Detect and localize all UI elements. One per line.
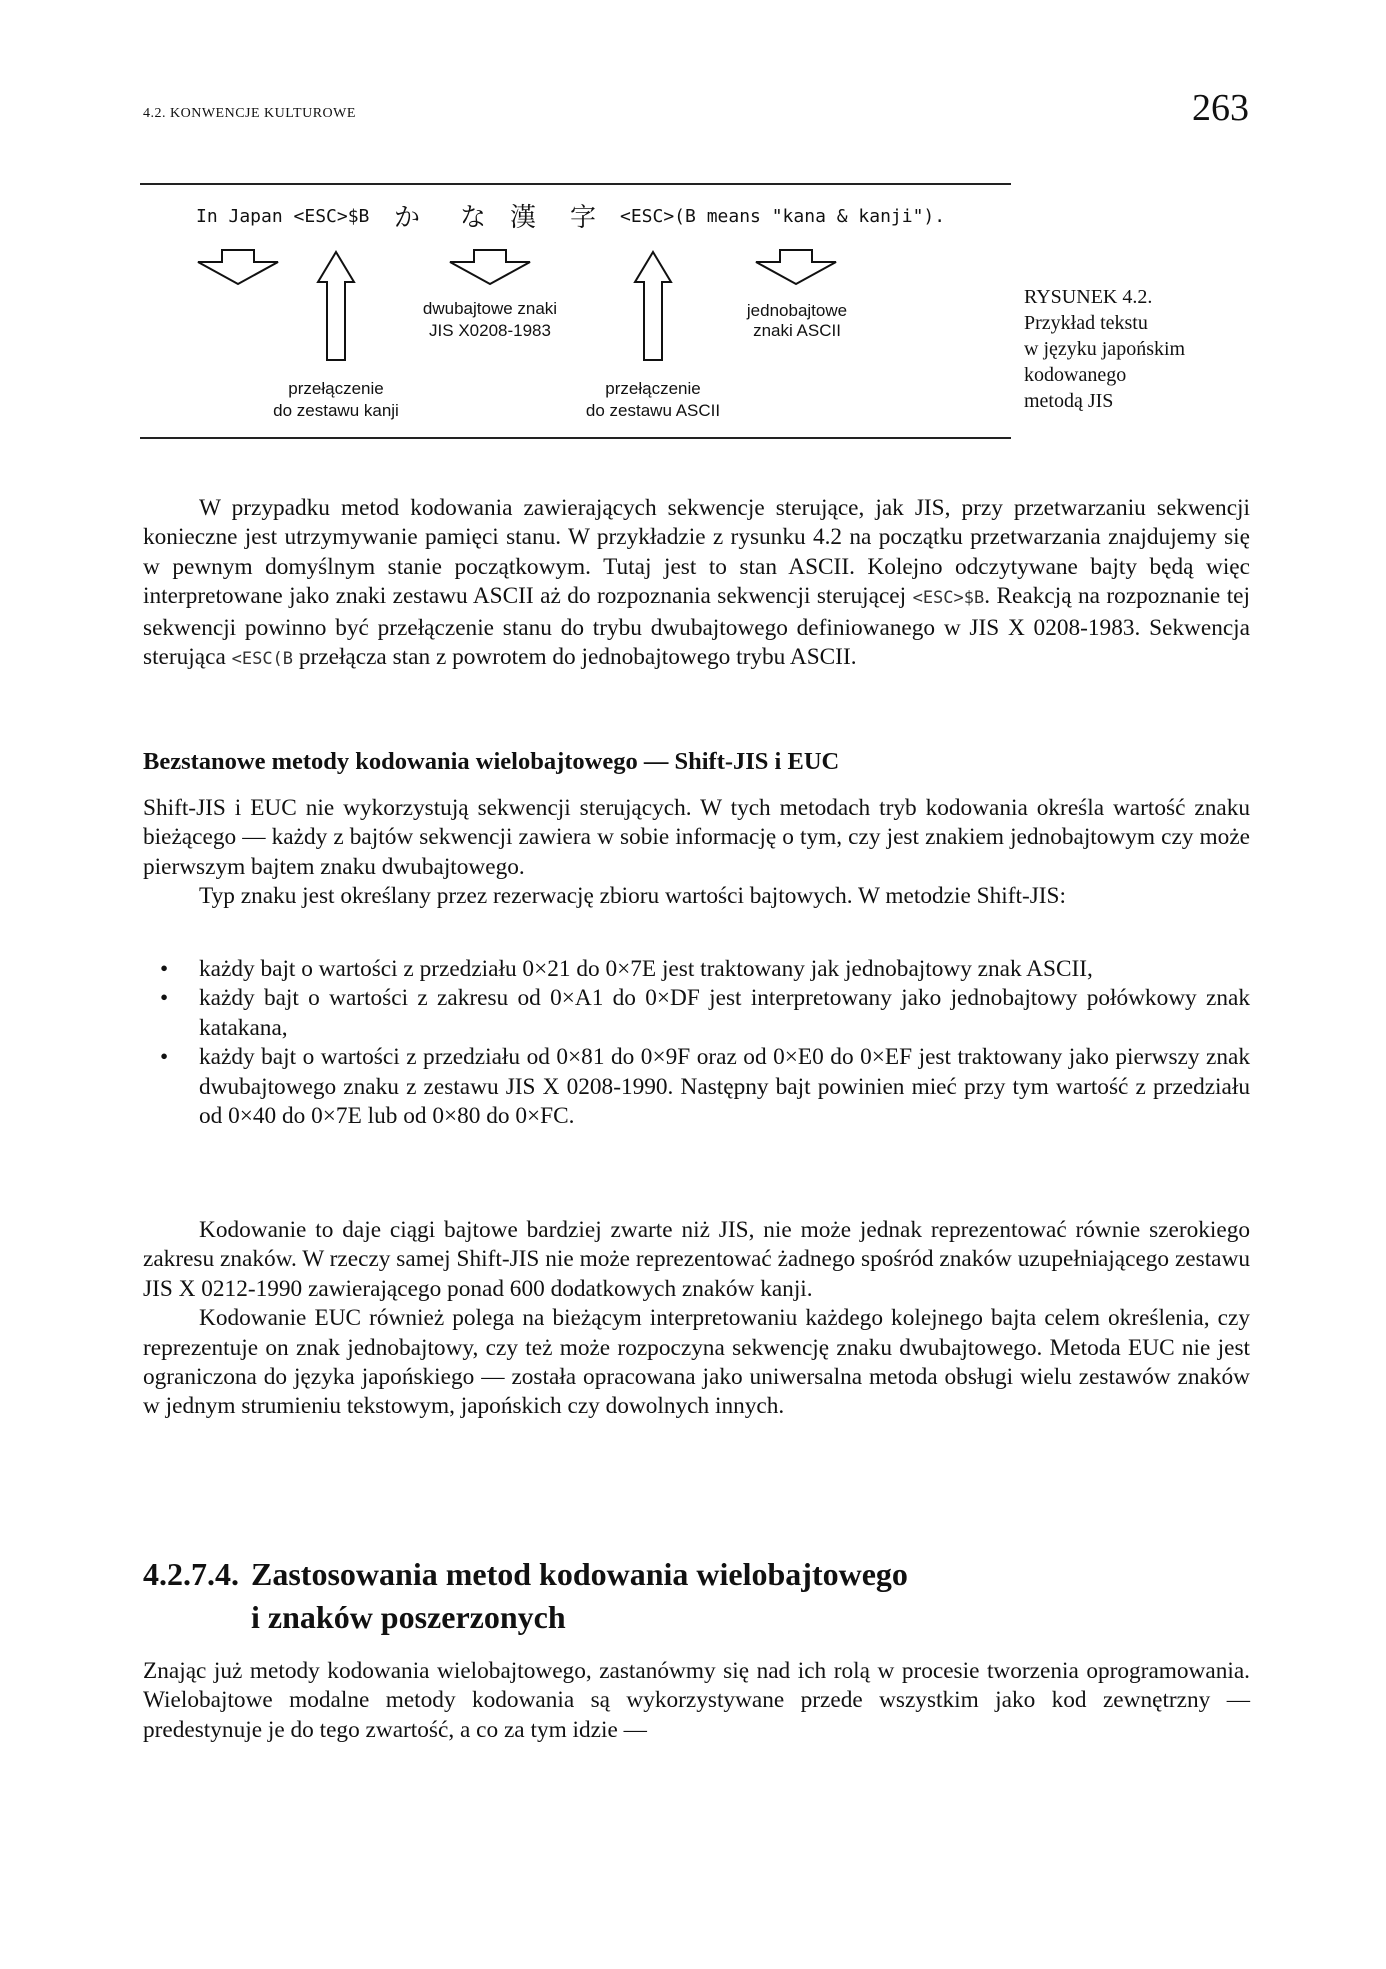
down-arrow-icon (450, 250, 530, 284)
paragraph-text: przełącza stan z powrotem do jednobajtowego trybu ASCII. (293, 644, 857, 671)
figure-jis-diagram (140, 186, 1011, 436)
section-title-line2: i znaków poszerzonych (251, 1599, 566, 1635)
up-arrow-icon (635, 252, 671, 360)
paragraph-text: W przypadku metod kodowania zawierających sekwencje sterujące, jak JIS, przy przetwarzaniu sekwencji konieczne jest utrzymywanie pamięci stanu. W przykładzie z rysunku 4.2 na początku przetwarzania znajdujemy się w pewnym domyślnym stanie początkowym. Tutaj jest to stan ASCII. Kolejno odczytywane bajty będą więc interpretowane jako znaki zestawu ASCII aż do rozpoznania sekwencji sterującej (143, 495, 1250, 610)
subsection-title: Bezstanowe metody kodowania wielobajtowego — Shift-JIS i EUC (143, 748, 840, 775)
list-item (160, 984, 1250, 1043)
caption-line: Przykład tekstu (1024, 312, 1148, 334)
label-jednobajtowe-1: jednobajtowe (746, 301, 848, 320)
up-arrow-icon (318, 252, 354, 360)
figure-caption (1024, 284, 1224, 414)
paragraph-stateless (143, 794, 1250, 912)
section-number: 4.2.7.4. (143, 1556, 239, 1592)
paragraph-text: Shift-JIS i EUC nie wykorzystują sekwencji sterujących. W tych metodach tryb kodowania określa wartość znaku bieżącego — każdy z bajtów sekwencji zawiera w sobie informację o tym, czy jest znakiem jednobajtowym czy może pierwszym bajtem znaku dwubajtowego. (143, 795, 1250, 880)
inline-code: <ESC(B (231, 649, 294, 670)
figure-top-rule (140, 183, 1011, 185)
figure-line-end: <ESC>(B means "kana & kanji"). (620, 206, 946, 227)
paragraph-text: Znając już metody kodowania wielobajtowego, zastanówmy się nad ich rolą w procesie tworzenia oprogramowania. Wielobajtowe modalne metody kodowania są wykorzystywane przede wszystkim jako kod zewnętrzny — predestynuje je do tego zwartość, a co za tym idzie — (143, 1658, 1250, 1743)
figure-kanji-kan: 漢 (510, 203, 537, 233)
bullet-list (160, 955, 1250, 1131)
label-dwubajtowe-2: JIS X0208-1983 (429, 321, 551, 340)
figure-bottom-rule (140, 437, 1011, 439)
down-arrow-icon (756, 250, 836, 284)
caption-line: kodowanego (1024, 364, 1127, 386)
bullet-icon: • (160, 1044, 169, 1071)
page-number: 263 (1192, 87, 1249, 129)
paragraph-text: Kodowanie EUC również polega na bieżącym interpretowaniu każdego kolejnego bajta celem określenia, czy reprezentuje on znak jednobajtowy, czy też może rozpoczyna sekwencję znaku dwubajtowego. Metoda EUC nie jest ograniczona do języka japońskiego — została opracowana jako uniwersalna metoda obsługi wielu zestawów znaków w jednym strumieniu tekstowym, japońskich czy dowolnych innych. (143, 1305, 1250, 1420)
paragraph-text: . Reakcją na rozpoznanie tej sekwencji powinno być przełączenie stanu do trybu dwubajtowego definiowanego w JIS X 0208-1983. Sekwencja sterująca (143, 583, 1250, 671)
label-przel-kanji-1: przełączenie (288, 379, 384, 398)
paragraph-text: Kodowanie to daje ciągi bajtowe bardziej zwarte niż JIS, nie może jednak reprezentować równie szerokiego zakresu znaków. W rzeczy samej Shift-JIS nie może reprezentować żadnego spośród znaków uzupełniającego zestawu JIS X 0212-1990 zawierającego ponad 600 dodatkowych znaków kanji. (143, 1217, 1250, 1302)
label-jednobajtowe-2: znaki ASCII (753, 321, 841, 340)
caption-line: RYSUNEK 4.2. (1024, 286, 1153, 308)
caption-line: w języku japońskim (1024, 338, 1186, 360)
paragraph-jis-state (143, 494, 1250, 674)
paragraph-comparison (143, 1216, 1250, 1422)
caption-line: metodą JIS (1024, 390, 1114, 412)
figure-line-start: In Japan <ESC>$B (196, 206, 370, 227)
label-przel-kanji-2: do zestawu kanji (273, 401, 399, 420)
down-arrow-icon (198, 250, 278, 284)
figure-kana-na: な (460, 203, 487, 233)
figure-kanji-ji: 字 (570, 203, 597, 233)
section-title-line1: Zastosowania metod kodowania wielobajtowego (251, 1556, 908, 1592)
section-title (143, 1553, 908, 1639)
label-przel-ascii-2: do zestawu ASCII (585, 401, 721, 420)
figure-kana-ka: か (394, 203, 421, 233)
inline-code: <ESC>$B (912, 588, 985, 609)
label-dwubajtowe-1: dwubajtowe znaki (422, 299, 558, 318)
bullet-icon: • (160, 956, 169, 982)
list-item-text: każdy bajt o wartości z przedziału od 0×81 do 0×9F oraz od 0×E0 do 0×EF jest traktowany jako pierwszy znak dwubajtowego znaku z zestawu JIS X 0208-1990. Następny bajt powinien mieć przy tym wartość z przedziału od 0×40 do 0×7E lub od 0×80 do 0×FC. (199, 1044, 1250, 1130)
label-przel-ascii-1: przełączenie (605, 379, 701, 398)
paragraph-text: Typ znaku jest określany przez rezerwację zbioru wartości bajtowych. W metodzie Shift-JIS: (199, 883, 1066, 910)
list-item-text: każdy bajt o wartości z przedziału 0×21 do 0×7E jest traktowany jak jednobajtowy znak ASCII, (199, 956, 1093, 982)
list-item (160, 1043, 1250, 1131)
list-item-text: każdy bajt o wartości z zakresu od 0×A1 do 0×DF jest interpretowany jako jednobajtowy połówkowy znak katakana, (199, 985, 1250, 1041)
running-head: 4.2. KONWENCJE KULTUROWE (143, 106, 356, 121)
paragraph-applications (143, 1657, 1250, 1745)
bullet-icon: • (160, 985, 169, 1012)
list-item (160, 955, 1250, 984)
